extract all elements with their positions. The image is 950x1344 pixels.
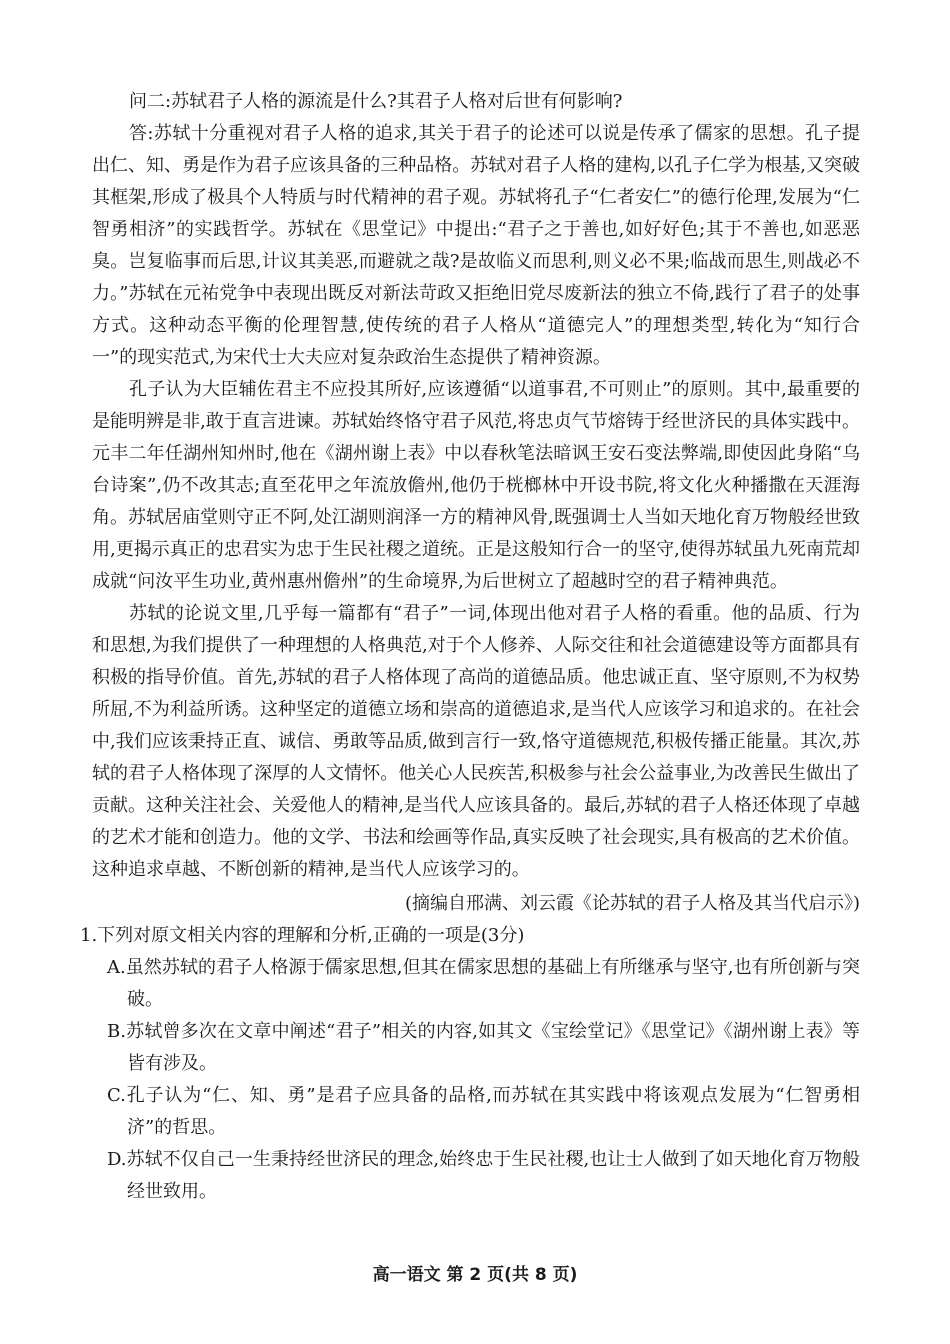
question-stem: 1.下列对原文相关内容的理解和分析,正确的一项是(3分) [80,925,525,946]
paragraph-1: 答:苏轼十分重视对君子人格的追求,其关于君子的论述可以说是传承了儒家的思想。孔子提出仁、知、勇是作为君子应该具备的三种品格。苏轼对君子人格的建构,以孔子仁学为根基,又突破其框架,形成了极具个人特质与时代精神的君子观。苏轼将孔子“仁者安仁”的德行伦理,发展为“仁智勇相济”的实践哲学。苏轼在《思堂记》中提出:“君子之于善也,如好好色;其于不善也,如恶恶臭。岂复临事而后思,计议其美恶,而避就之哉?是故临义而思利,则义必不果;临战而思生,则战必不力。”苏轼在元祐党争中表现出既反对新法苛政又拒绝旧党尽废新法的独立不倚,践行了君子的处事方式。这种动态平衡的伦理智慧,使传统的君子人格从“道德完人”的理想类型,转化为“知行合一”的现实范式,为宋代士大夫应对复杂政治生态提供了精神资源。 [92,123,860,368]
option-b: B.苏轼曾多次在文章中阐述“君子”相关的内容,如其文《宝绘堂记》《思堂记》《湖州谢上表》等皆有涉及。 [107,1021,860,1074]
option-c: C.孔子认为“仁、知、勇”是君子应具备的品格,而苏轼在其实践中将该观点发展为“仁智勇相济”的哲思。 [107,1085,860,1138]
option-d: D.苏轼不仅自己一生秉持经世济民的理念,始终忠于生民社稷,也让士人做到了如天地化育万物般经世致用。 [107,1149,860,1202]
paragraph-3: 苏轼的论说文里,几乎每一篇都有“君子”一词,体现出他对君子人格的看重。他的品质、行为和思想,为我们提供了一种理想的人格典范,对于个人修养、人际交往和社会道德建设等方面都具有积极的指导价值。首先,苏轼的君子人格体现了高尚的道德品质。他忠诚正直、坚守原则,不为权势所屈,不为利益所诱。这种坚定的道德立场和崇高的道德追求,是当代人应该学习和追求的。在社会中,我们应该秉持正直、诚信、勇敢等品质,做到言行一致,恪守道德规范,积极传播正能量。其次,苏轼的君子人格体现了深厚的人文情怀。他关心人民疾苦,积极参与社会公益事业,为改善民生做出了贡献。这种关注社会、关爱他人的精神,是当代人应该具备的。最后,苏轼的君子人格还体现了卓越的艺术才能和创造力。他的文学、书法和绘画等作品,真实反映了社会现实,具有极高的艺术价值。这种追求卓越、不断创新的精神,是当代人应该学习的。 [92,603,860,880]
document-page [80,86,860,1208]
paragraph-2: 孔子认为大臣辅佐君主不应投其所好,应该遵循“以道事君,不可则止”的原则。其中,最重要的是能明辨是非,敢于直言进谏。苏轼始终恪守君子风范,将忠贞气节熔铸于经世济民的具体实践中。元丰二年任湖州知州时,他在《湖州谢上表》中以春秋笔法暗讽王安石变法弊端,即使因此身陷“乌台诗案”,仍不改其志;直至花甲之年流放儋州,他仍于桄榔林中开设书院,将文化火种播撒在天涯海角。苏轼居庙堂则守正不阿,处江湖则润泽一方的精神风骨,既强调士人当如天地化育万物般经世致用,更揭示真正的忠君实为忠于生民社稷之道统。正是这般知行合一的坚守,使得苏轼虽九死南荒却成就“问汝平生功业,黄州惠州儋州”的生命境界,为后世树立了超越时空的君子精神典范。 [92,379,860,592]
source-citation: (摘编自邢满、刘云霞《论苏轼的君子人格及其当代启示》) [404,893,860,914]
multiple-choice-question [80,920,860,1208]
page-footer: 高一语文 第 2 页(共 8 页) [372,1265,578,1285]
option-a: A.虽然苏轼的君子人格源于儒家思想,但其在儒家思想的基础上有所继承与坚守,也有所创新与突破。 [107,957,860,1010]
question-heading: 问二:苏轼君子人格的源流是什么?其君子人格对后世有何影响? [129,91,623,112]
